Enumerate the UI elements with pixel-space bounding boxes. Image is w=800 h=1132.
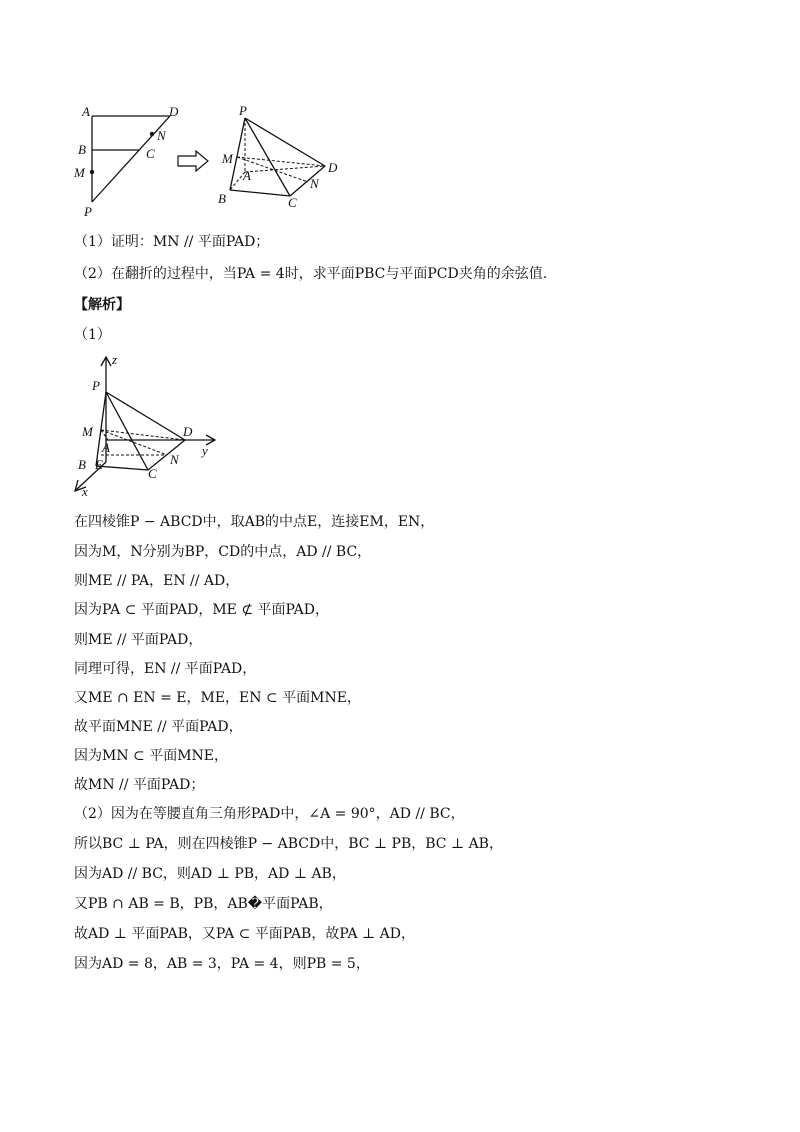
- label-n: N: [170, 452, 179, 467]
- solution-line: 故MN // 平面PAD；: [74, 777, 205, 793]
- label-e: E: [95, 457, 103, 472]
- figure-flat-trapezoid: [70, 100, 190, 220]
- solution-line: （2）因为在等腰直角三角形PAD中，∠A = 90°，AD // BC，: [74, 806, 465, 822]
- label-d: D: [169, 104, 179, 119]
- solution-line: 则ME // PA，EN // AD，: [74, 573, 240, 589]
- solution-line: 故平面MNE // 平面PAD，: [74, 719, 243, 735]
- fold-arrow-icon: [176, 150, 210, 172]
- solution-line: 又ME ∩ EN = E，ME，EN ⊂ 平面MNE，: [74, 690, 361, 706]
- label-a: A: [243, 168, 251, 183]
- solution-line: 同理可得，EN // 平面PAD，: [74, 661, 257, 677]
- label-m: M: [222, 151, 233, 166]
- solution-part-1-label: （1）: [74, 327, 111, 343]
- label-c: C: [288, 195, 297, 210]
- point-n: [150, 132, 154, 136]
- solution-line: 故AD ⊥ 平面PAB，又PA ⊂ 平面PAB，故PA ⊥ AD，: [74, 926, 415, 942]
- label-b: B: [78, 457, 86, 472]
- question-part-2: （2）在翻折的过程中，当PA = 4时，求平面PBC与平面PCD夹角的余弦值.: [74, 266, 548, 282]
- question-part-1: （1）证明：MN // 平面PAD；: [74, 234, 270, 250]
- solution-line: 因为M，N分别为BP，CD的中点，AD // BC，: [74, 544, 372, 560]
- solution-line: 则ME // 平面PAD，: [74, 632, 203, 648]
- axis-x-label: x: [82, 484, 88, 499]
- label-b: B: [218, 191, 226, 206]
- solution-line: 因为MN ⊂ 平面MNE，: [74, 748, 229, 764]
- label-d: D: [183, 424, 193, 439]
- axis-y-label: y: [202, 443, 208, 458]
- solution-line: 因为AD = 8，AB = 3，PA = 4，则PB = 5，: [74, 956, 370, 972]
- label-n: N: [157, 128, 166, 143]
- figure-coordinate-pyramid: [70, 352, 230, 502]
- label-m: M: [74, 165, 85, 180]
- solution-heading: 【解析】: [74, 297, 130, 313]
- label-b: B: [78, 142, 86, 157]
- label-p: P: [239, 103, 247, 118]
- label-m: M: [82, 424, 93, 439]
- solution-line: 因为PA ⊂ 平面PAD，ME ⊄ 平面PAD，: [74, 602, 330, 618]
- label-p: P: [92, 378, 100, 393]
- label-a: A: [82, 104, 90, 119]
- label-p: P: [84, 204, 92, 219]
- point-m: [90, 170, 94, 174]
- label-c: C: [148, 466, 157, 481]
- figure-folded-pyramid: [210, 100, 350, 210]
- label-n: N: [310, 176, 319, 191]
- label-c: C: [146, 146, 155, 161]
- solution-line: 因为AD // BC，则AD ⊥ PB，AD ⊥ AB，: [74, 866, 346, 882]
- label-a: A: [102, 440, 110, 455]
- solution-line: 在四棱锥P − ABCD中，取AB的中点E，连接EM，EN，: [74, 514, 435, 530]
- solution-line: 所以BC ⊥ PA，则在四棱锥P − ABCD中，BC ⊥ PB，BC ⊥ AB，: [74, 836, 503, 852]
- label-d: D: [328, 160, 338, 175]
- solution-line: 又PB ∩ AB = B，PB，AB�平面PAB，: [74, 896, 333, 912]
- axis-z-label: z: [112, 352, 118, 367]
